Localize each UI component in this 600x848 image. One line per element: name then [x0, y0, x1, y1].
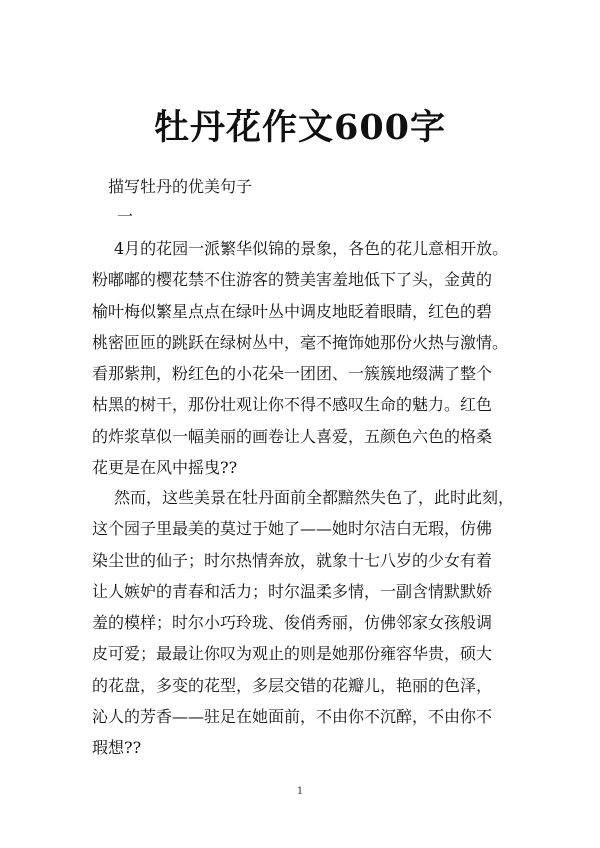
- paragraph-line: 4月的花园一派繁华似锦的景象，各色的花儿意相开放。: [114, 239, 509, 258]
- paragraph-line: 羞的模样；时尔小巧玲珑、俊俏秀丽，仿佛邻家女孩般调: [92, 613, 493, 633]
- paragraph-line: 这个园子里最美的莫过于她了——她时尔洁白无瑕，仿佛: [92, 519, 493, 539]
- paragraph-line: 榆叶梅似繁星点点在绿叶丛中调皮地眨着眼睛，红色的碧: [92, 301, 493, 321]
- paragraph-line: 沁人的芳香——驻足在她面前，不由你不沉醉，不由你不: [92, 707, 493, 727]
- paragraph-line: 枯黑的树干，那份壮观让你不得不感叹生命的魅力。红色: [92, 395, 493, 415]
- paragraph-line: 粉嘟嘟的樱花禁不住游客的赞美害羞地低下了头，金黄的: [92, 270, 493, 290]
- paragraph: [92, 233, 520, 483]
- document-title: 牡丹花作文600字: [153, 107, 447, 148]
- paragraph-line: 桃密匝匝的跳跃在绿树丛中，毫不掩饰她那份火热与激情。: [92, 332, 509, 352]
- paragraph-line: 花更是在风中摇曳??: [92, 458, 238, 478]
- section-number: 一: [117, 207, 134, 226]
- paragraph-line: 染尘世的仙子；时尔热情奔放，就象十七八岁的少女有着: [92, 550, 493, 570]
- page-number: 1: [296, 786, 304, 797]
- paragraph-line: 看那紫荆，粉红色的小花朵一团团、一簇簇地缀满了整个: [92, 364, 493, 384]
- paragraph-line: 皮可爱；最最让你叹为观止的则是她那份雍容华贵，硕大: [92, 644, 493, 664]
- paragraph: [92, 482, 520, 764]
- paragraph-line: 瑕想??: [92, 738, 142, 758]
- document-subtitle: 描写牡丹的优美句子: [108, 177, 253, 196]
- paragraph-line: 让人嫉妒的青春和活力；时尔温柔多情，一副含情默默娇: [92, 581, 493, 601]
- paragraph-line: 然而，这些美景在牡丹面前全都黯然失色了，此时此刻，: [114, 488, 515, 507]
- paragraph-line: 的炸浆草似一幅美丽的画卷让人喜爱，五颜色六色的格桑: [92, 426, 493, 446]
- paragraph-line: 的花盘，多变的花型，多层交错的花瓣儿，艳丽的色泽，: [92, 675, 493, 695]
